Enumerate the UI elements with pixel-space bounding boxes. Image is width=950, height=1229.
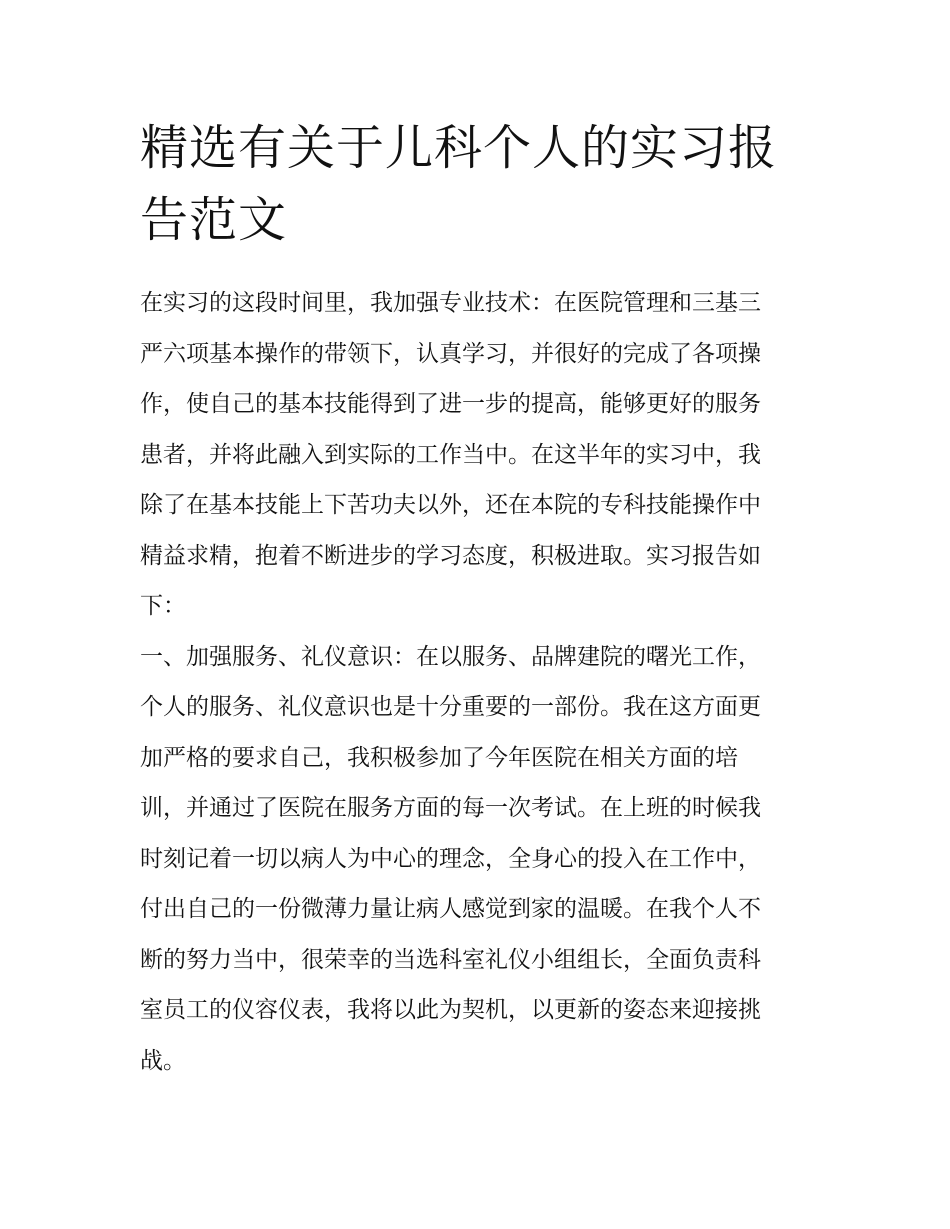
body-line: 时刻记着一切以病人为中心的理念，全身心的投入在工作中， [140,845,761,872]
body-line: 室员工的仪容仪表，我将以此为契机，以更新的姿态来迎接挑 [140,997,761,1023]
body-line: 在实习的这段时间里，我加强专业技术：在医院管理和三基三 [140,290,761,316]
body-line: 一、加强服务、礼仪意识：在以服务、品牌建院的曙光工作， [140,643,761,670]
body-line: 患者，并将此融入到实际的工作当中。在这半年的实习中，我 [140,441,761,468]
body-line: 除了在基本技能上下苦功夫以外，还在本院的专科技能操作中 [140,492,761,518]
body-line: 加严格的要求自己，我积极参加了今年医院在相关方面的培 [140,744,738,771]
body-line: 战。 [140,1047,186,1074]
body-line: 个人的服务、礼仪意识也是十分重要的一部份。我在这方面更 [140,694,761,720]
document-body [140,278,812,1086]
body-line: 断的努力当中，很荣幸的当选科室礼仪小组组长，全面负责科 [140,946,761,973]
body-line: 作，使自己的基本技能得到了进一步的提高，能够更好的服务 [140,391,761,417]
body-line: 精益求精，抱着不断进步的学习态度，积极进取。实习报告如 [140,542,761,569]
body-line: 下： [140,593,186,619]
title-line: 告范文 [140,192,288,248]
title-line: 精选有关于儿科个人的实习报 [140,120,778,176]
body-line: 付出自己的一份微薄力量让病人感觉到家的温暖。在我个人不 [140,896,761,922]
body-line: 严六项基本操作的带领下，认真学习，并很好的完成了各项操 [140,340,761,367]
document-title [140,112,820,256]
body-line: 训，并通过了医院在服务方面的每一次考试。在上班的时候我 [140,795,761,821]
